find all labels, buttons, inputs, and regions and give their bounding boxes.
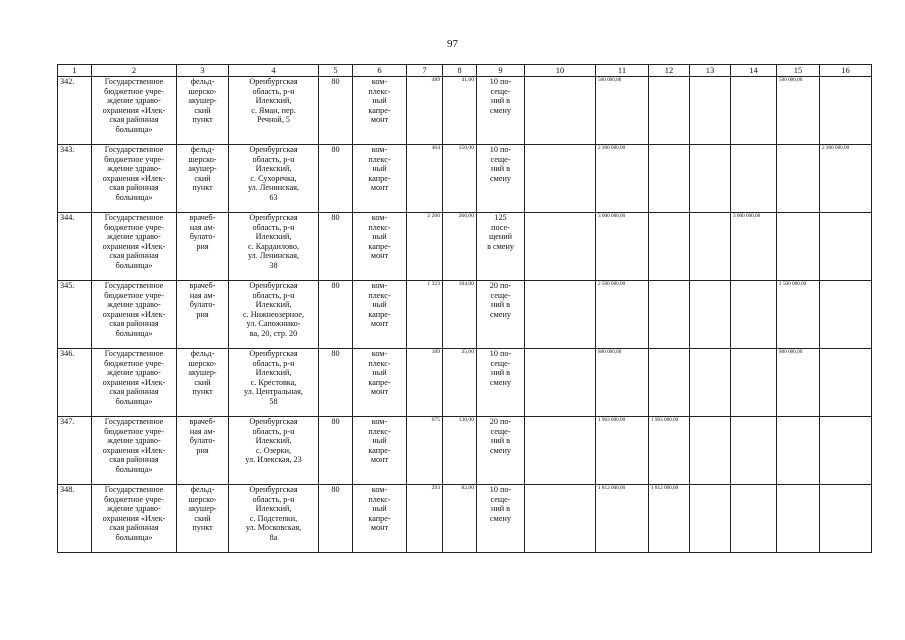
- work-type-cell: ком- плекс- ный капре- монт: [353, 417, 407, 485]
- col8-cell: 260,00: [443, 213, 477, 281]
- col11-cell: 2 300 000,00: [596, 145, 649, 213]
- col16-cell: [820, 485, 872, 553]
- col15-cell: 800 000,00: [777, 349, 820, 417]
- col15-cell: [777, 145, 820, 213]
- address-cell: Оренбургская область, р-н Илекский, с. Нижнеозерное, ул. Сапожнико- ва, 20, стр. 20: [229, 281, 319, 349]
- col15-cell: [777, 213, 820, 281]
- column-header: 3: [177, 65, 229, 77]
- col10-cell: [525, 145, 596, 213]
- col14-cell: 3 000 000,00: [731, 213, 777, 281]
- organization-cell: Государственное бюджетное учре- ждение здраво- охранения «Илек- ская районная больница»: [92, 417, 177, 485]
- capacity-cell: 125 посе- щений в смену: [477, 213, 525, 281]
- col11-cell: 800 000,00: [596, 349, 649, 417]
- col8-cell: 82,00: [443, 485, 477, 553]
- work-type-cell: ком- плекс- ный капре- монт: [353, 281, 407, 349]
- organization-cell: Государственное бюджетное учре- ждение здраво- охранения «Илек- ская районная больница»: [92, 145, 177, 213]
- table-row: [58, 417, 872, 485]
- col14-cell: [731, 485, 777, 553]
- col12-cell: 1 812 000,00: [649, 485, 690, 553]
- col16-cell: [820, 349, 872, 417]
- col12-cell: [649, 349, 690, 417]
- col15-cell: 2 500 000,00: [777, 281, 820, 349]
- col7-cell: 189: [407, 349, 443, 417]
- work-type-cell: ком- плекс- ный капре- монт: [353, 485, 407, 553]
- column-header: 1: [58, 65, 92, 77]
- col5-cell: 80: [319, 145, 353, 213]
- capacity-cell: 10 по- сеще- ний в смену: [477, 349, 525, 417]
- col10-cell: [525, 77, 596, 145]
- col7-cell: 464: [407, 145, 443, 213]
- row-number-cell: 347.: [58, 417, 92, 485]
- col7-cell: 1 323: [407, 281, 443, 349]
- capacity-cell: 10 по- сеще- ний в смену: [477, 145, 525, 213]
- col8-cell: 130,00: [443, 417, 477, 485]
- col13-cell: [690, 417, 731, 485]
- column-header: 7: [407, 65, 443, 77]
- column-header: 14: [731, 65, 777, 77]
- col5-cell: 80: [319, 417, 353, 485]
- table-row: [58, 145, 872, 213]
- column-header: 10: [525, 65, 596, 77]
- capacity-cell: 10 по- сеще- ний в смену: [477, 77, 525, 145]
- address-cell: Оренбургская область, р-н Илекский, с. Подстепки, ул. Московская, 8а: [229, 485, 319, 553]
- header-row: [58, 65, 872, 77]
- table-row: [58, 349, 872, 417]
- work-type-cell: ком- плекс- ный капре- монт: [353, 77, 407, 145]
- col8-cell: 184,00: [443, 281, 477, 349]
- col5-cell: 80: [319, 349, 353, 417]
- column-header: 11: [596, 65, 649, 77]
- column-header: 2: [92, 65, 177, 77]
- address-cell: Оренбургская область, р-н Илекский, с. Озерки, ул. Илекская, 23: [229, 417, 319, 485]
- row-number-cell: 343.: [58, 145, 92, 213]
- col5-cell: 80: [319, 485, 353, 553]
- work-type-cell: ком- плекс- ный капре- монт: [353, 349, 407, 417]
- col12-cell: [649, 145, 690, 213]
- table-row: [58, 77, 872, 145]
- col16-cell: 2 300 000,00: [820, 145, 872, 213]
- col13-cell: [690, 77, 731, 145]
- col12-cell: [649, 213, 690, 281]
- col10-cell: [525, 281, 596, 349]
- col5-cell: 80: [319, 213, 353, 281]
- row-number-cell: 345.: [58, 281, 92, 349]
- capacity-cell: 20 по- сеще- ний в смену: [477, 417, 525, 485]
- col11-cell: 1 903 000,00: [596, 417, 649, 485]
- organization-cell: Государственное бюджетное учре- ждение здраво- охранения «Илек- ская районная больница»: [92, 281, 177, 349]
- col14-cell: [731, 349, 777, 417]
- address-cell: Оренбургская область, р-н Илекский, с. Кардаилово, ул. Ленинская, 38: [229, 213, 319, 281]
- capacity-cell: 20 по- сеще- ний в смену: [477, 281, 525, 349]
- column-header: 4: [229, 65, 319, 77]
- column-header: 16: [820, 65, 872, 77]
- col7-cell: 2 260: [407, 213, 443, 281]
- facility-type-cell: фельд- шерско- акушер- ский пункт: [177, 349, 229, 417]
- col14-cell: [731, 145, 777, 213]
- data-table: [57, 64, 872, 553]
- col16-cell: [820, 77, 872, 145]
- page-number: 97: [447, 38, 458, 50]
- col12-cell: 1 903 000,00: [649, 417, 690, 485]
- col8-cell: 41,00: [443, 77, 477, 145]
- col7-cell: 675: [407, 417, 443, 485]
- organization-cell: Государственное бюджетное учре- ждение здраво- охранения «Илек- ская районная больница»: [92, 349, 177, 417]
- col14-cell: [731, 281, 777, 349]
- row-number-cell: 342.: [58, 77, 92, 145]
- col13-cell: [690, 281, 731, 349]
- row-number-cell: 344.: [58, 213, 92, 281]
- col5-cell: 80: [319, 281, 353, 349]
- organization-cell: Государственное бюджетное учре- ждение здраво- охранения «Илек- ская районная больница»: [92, 213, 177, 281]
- facility-type-cell: врачеб- ная ам- булато- рия: [177, 417, 229, 485]
- column-header: 9: [477, 65, 525, 77]
- col11-cell: 3 000 000,00: [596, 213, 649, 281]
- col10-cell: [525, 485, 596, 553]
- table-row: [58, 281, 872, 349]
- col15-cell: [777, 417, 820, 485]
- col13-cell: [690, 349, 731, 417]
- col16-cell: [820, 281, 872, 349]
- row-number-cell: 348.: [58, 485, 92, 553]
- facility-type-cell: фельд- шерско- акушер- ский пункт: [177, 145, 229, 213]
- organization-cell: Государственное бюджетное учре- ждение здраво- охранения «Илек- ская районная больница»: [92, 485, 177, 553]
- col7-cell: 489: [407, 77, 443, 145]
- col11-cell: 1 812 000,00: [596, 485, 649, 553]
- col12-cell: [649, 281, 690, 349]
- facility-type-cell: фельд- шерско- акушер- ский пункт: [177, 77, 229, 145]
- address-cell: Оренбургская область, р-н Илекский, с. Яман, пер. Речной, 5: [229, 77, 319, 145]
- column-header: 15: [777, 65, 820, 77]
- col8-cell: 35,00: [443, 349, 477, 417]
- column-header: 8: [443, 65, 477, 77]
- col14-cell: [731, 417, 777, 485]
- col12-cell: [649, 77, 690, 145]
- row-number-cell: 346.: [58, 349, 92, 417]
- col8-cell: 150,00: [443, 145, 477, 213]
- col16-cell: [820, 213, 872, 281]
- column-header: 6: [353, 65, 407, 77]
- organization-cell: Государственное бюджетное учре- ждение здраво- охранения «Илек- ская районная больница»: [92, 77, 177, 145]
- col10-cell: [525, 213, 596, 281]
- col13-cell: [690, 485, 731, 553]
- col5-cell: 80: [319, 77, 353, 145]
- col10-cell: [525, 417, 596, 485]
- col15-cell: 500 000,00: [777, 77, 820, 145]
- column-header: 5: [319, 65, 353, 77]
- col11-cell: 2 500 000,00: [596, 281, 649, 349]
- col11-cell: 500 000,00: [596, 77, 649, 145]
- col13-cell: [690, 145, 731, 213]
- col7-cell: 293: [407, 485, 443, 553]
- column-header: 13: [690, 65, 731, 77]
- capacity-cell: 10 по- сеще- ний в смену: [477, 485, 525, 553]
- work-type-cell: ком- плекс- ный капре- монт: [353, 213, 407, 281]
- column-header: 12: [649, 65, 690, 77]
- address-cell: Оренбургская область, р-н Илекский, с. Крестовка, ул. Центральная, 58: [229, 349, 319, 417]
- facility-type-cell: врачеб- ная ам- булато- рия: [177, 213, 229, 281]
- table-row: [58, 485, 872, 553]
- col16-cell: [820, 417, 872, 485]
- col14-cell: [731, 77, 777, 145]
- col15-cell: [777, 485, 820, 553]
- col10-cell: [525, 349, 596, 417]
- facility-type-cell: врачеб- ная ам- булато- рия: [177, 281, 229, 349]
- table-row: [58, 213, 872, 281]
- work-type-cell: ком- плекс- ный капре- монт: [353, 145, 407, 213]
- facility-type-cell: фельд- шерско- акушер- ский пункт: [177, 485, 229, 553]
- address-cell: Оренбургская область, р-н Илекский, с. Сухоречка, ул. Ленинская, 63: [229, 145, 319, 213]
- col13-cell: [690, 213, 731, 281]
